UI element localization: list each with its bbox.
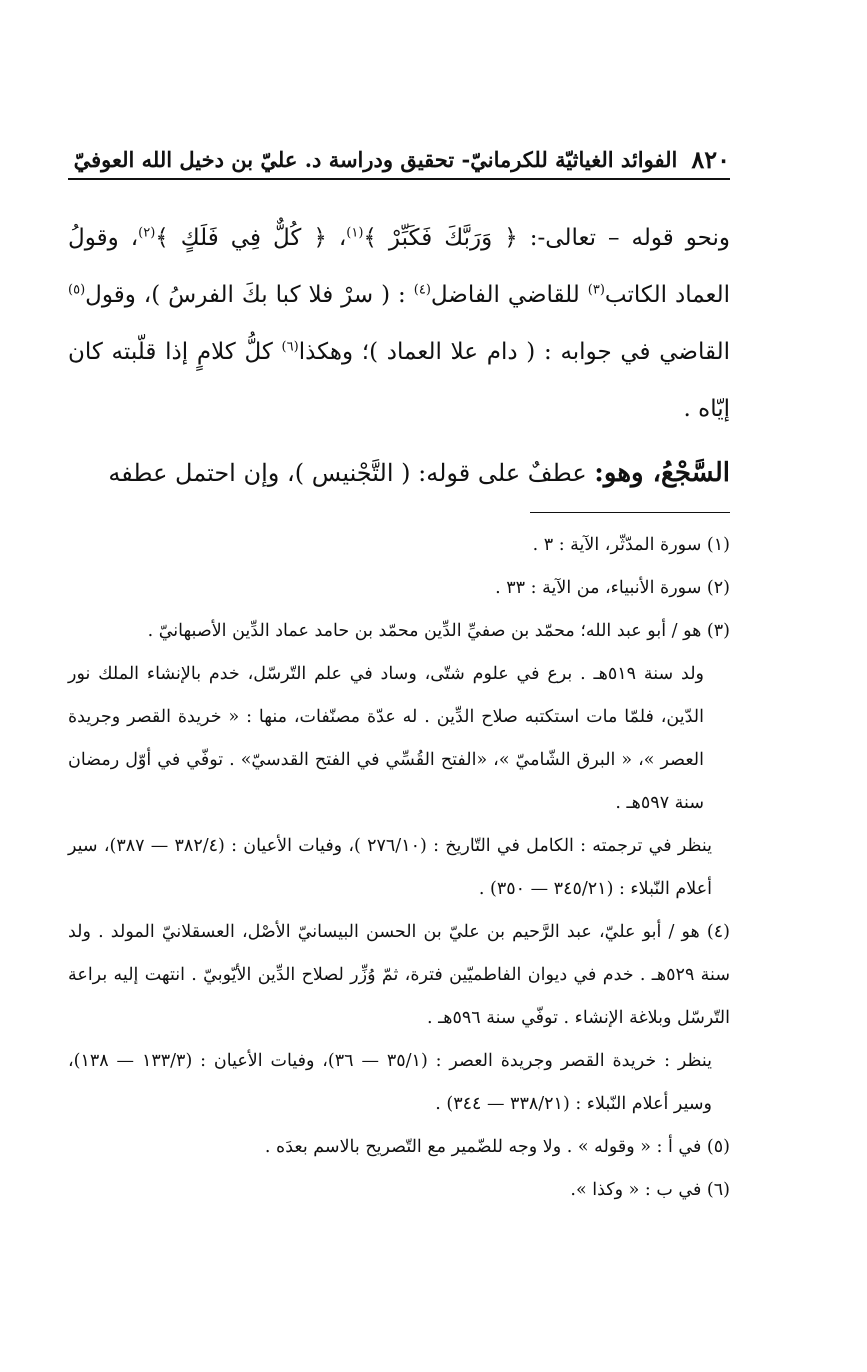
footnote-3	[68, 610, 730, 911]
footnote-1: (١) سورة المدّثّر، الآية : ٣ .	[532, 535, 730, 555]
footnote-ref: (١)	[346, 225, 364, 241]
running-header	[68, 140, 730, 178]
section-term: السَّجْعُ، وهو:	[594, 458, 730, 488]
footnote-ref: (٢)	[138, 225, 156, 241]
text-run: ونحو قوله – تعالى-: ﴿ وَرَبَّكَ فَكَبِّرْ ﴾	[363, 225, 730, 251]
footnotes	[68, 524, 730, 1212]
text-run: للقاضي الفاضل	[430, 282, 588, 308]
footnote-ref: (٣)	[587, 282, 605, 298]
text-run: ، وقولُ العماد الكاتب	[68, 225, 730, 308]
footnote-3-refs: ينظر في ترجمته : الكامل في التّاريخ : (٢٧٦/١٠ )، وفيات الأعيان : (٣٨٢/٤ — ٣٨٧)، سير أعلام النّبلاء : (٣٤٥/٢١ — ٣٥٠) .	[68, 836, 713, 899]
main-text	[68, 210, 730, 506]
text-run: عطفٌ على قوله: ( التَّجْنيس )، وإن احتمل عطفه	[108, 459, 595, 487]
main-paragraph-sajj	[68, 440, 730, 506]
header-rule	[68, 178, 730, 180]
footnote-ref: (٦)	[281, 339, 299, 355]
footnote-4	[68, 911, 730, 1126]
text-run: : ( سرْ فلا كبا بكَ الفرسُ )، وقول	[85, 282, 414, 308]
main-paragraph	[68, 210, 730, 438]
footnote-6: (٦) في ب : « وكذا ».	[570, 1180, 730, 1200]
footnote-ref: (٥)	[68, 282, 86, 298]
footnote-4-refs: ينظر : خريدة القصر وجريدة العصر : (٣٥/١ — ٣٦)، وفيات الأعيان : (١٣٣/٣ — ١٣٨)، وسير أعلام النّبلاء : (٣٣٨/٢١ — ٣٤٤) .	[68, 1051, 712, 1114]
text-run: ، ﴿ كُلٌّ فِي فَلَكٍ ﴾	[155, 225, 347, 251]
text-run: كلُّ كلامٍ إذا قلّبته كان إيّاه .	[68, 339, 730, 422]
footnote-2: (٢) سورة الأنبياء، من الآية : ٣٣ .	[495, 578, 730, 598]
page-number: ٨٢٠	[691, 144, 730, 174]
text-run: القاضي في جوابه : ( دام علا العماد )؛ وهكذا	[298, 339, 730, 365]
footnote-rule	[530, 512, 730, 513]
footnote-ref: (٤)	[413, 282, 431, 298]
footnote-4-line1: (٤) هو / أبو عليّ، عبد الرَّحيم بن عليّ بن الحسن البيسانيّ الأصْل، العسقلانيّ المولد . ولد سنة ٥٢٩هـ . خدم في ديوان الفاطميّين فترة، ثمّ وُزِّر لصلاح الدِّين الأيّوبيّ . انتهت إليه براعة التّرسّل وبلاغة الإنشاء . توفّي سنة ٥٩٦هـ .	[68, 922, 731, 1028]
footnote-3-line1: (٣) هو / أبو عبد الله؛ محمّد بن صفيِّ الدِّين محمّد بن حامد عماد الدِّين الأصبهانيّ .	[147, 621, 730, 641]
footnote-3-body: ولد سنة ٥١٩هـ . برع في علوم شتّى، وساد في علم التّرسّل، خدم بالإنشاء الملك نور الدّين، فلمّا مات استكتبه صلاح الدِّين . له عدّة مصنّفات، منها : « خريدة القصر وجريدة العصر »، « البرق الشّاميّ »، «الفتح القُسِّي في الفتح القدسيّ» . توفّي في أوّل رمضان سنة ٥٩٧هـ .	[68, 664, 704, 813]
footnote-5: (٥) في أ : « وقوله » . ولا وجه للضّمير مع التّصريح بالاسم بعدَه .	[264, 1137, 730, 1157]
running-title: الفوائد الغياثيّة للكرمانيّ- تحقيق ودراسة د. عليّ بن دخيل الله العوفيّ	[73, 146, 678, 172]
